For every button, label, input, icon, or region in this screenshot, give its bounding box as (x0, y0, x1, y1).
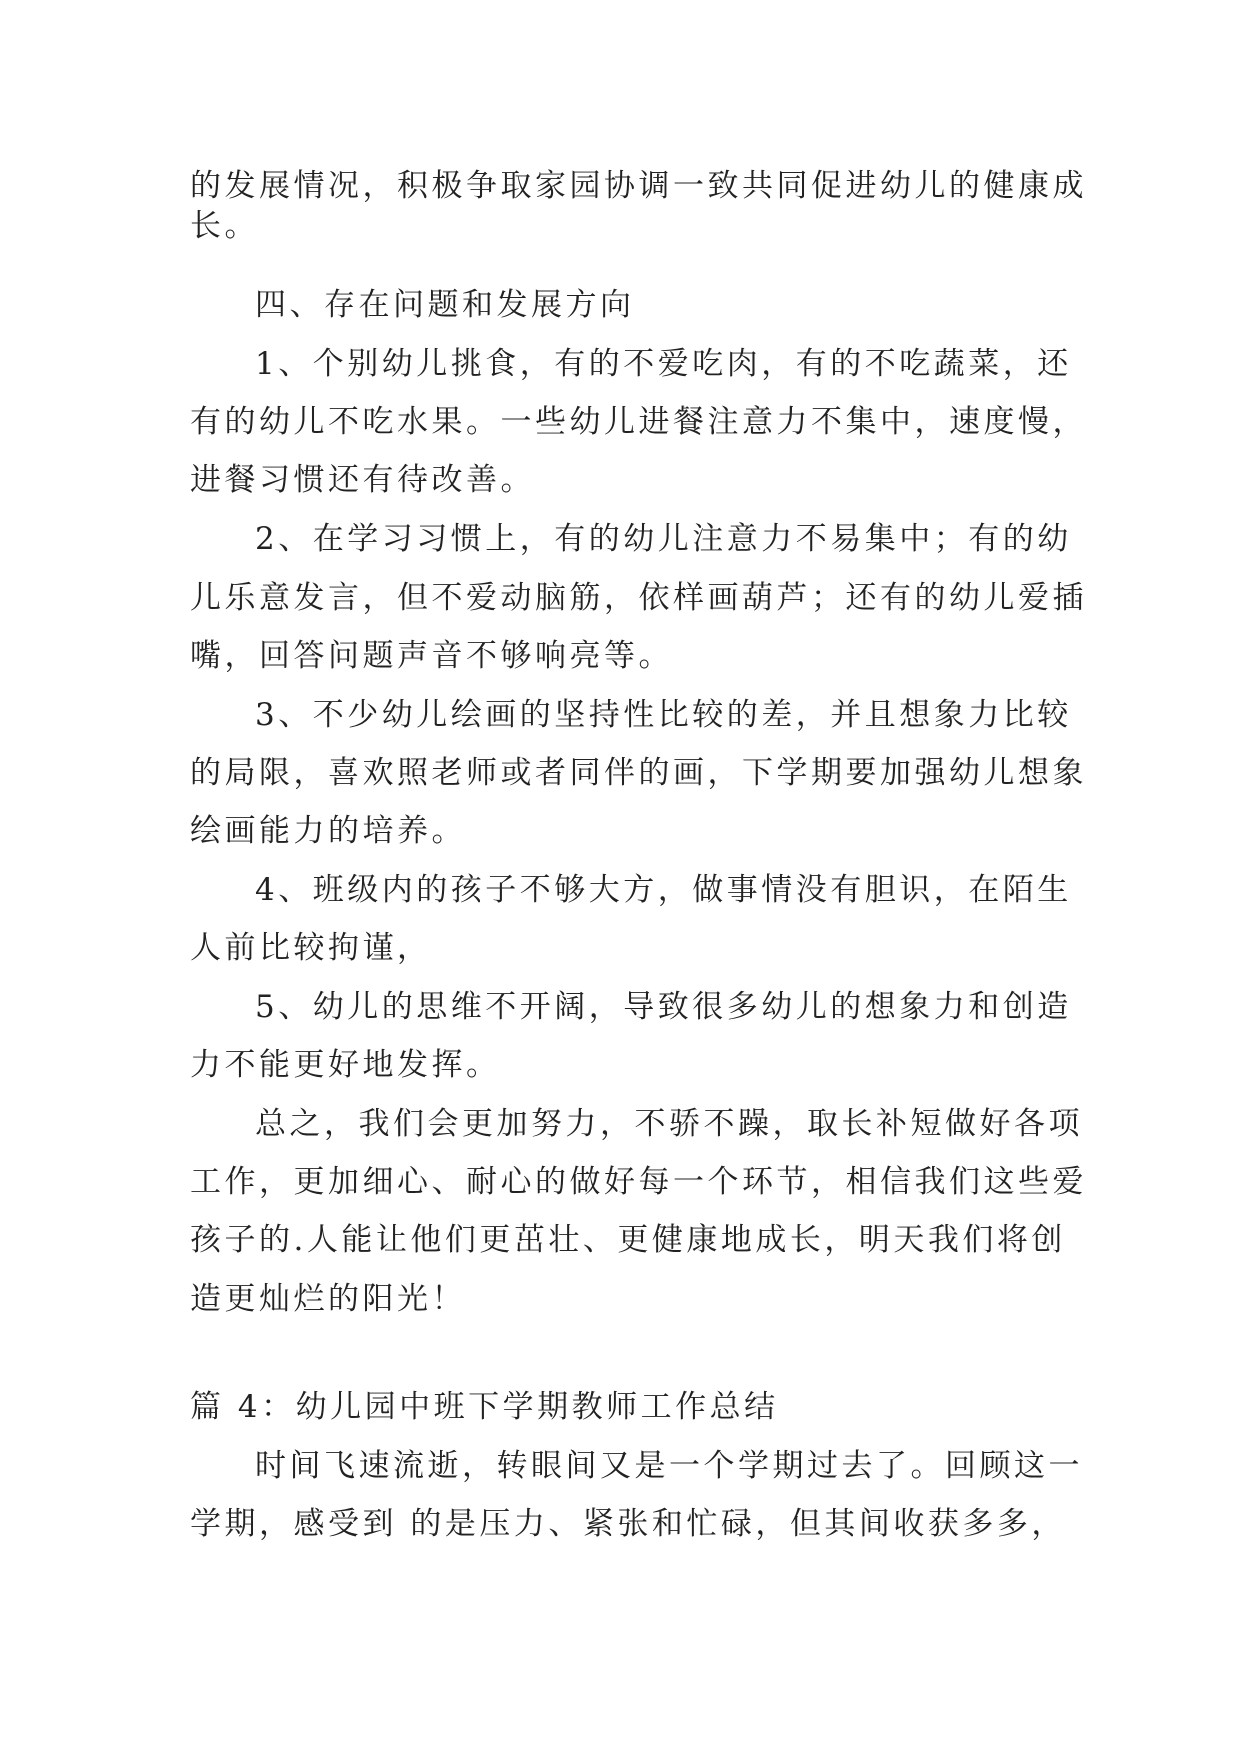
paragraph-line: 2、在学习习惯上，有的幼儿注意力不易集中；有的幼 (255, 521, 1072, 557)
paragraph-line: 时间飞速流逝，转眼间又是一个学期过去了。回顾这一 (255, 1448, 1083, 1484)
paragraph-line: 力不能更好地发挥。 (190, 1047, 501, 1083)
paragraph-line: 绘画能力的培养。 (190, 813, 466, 849)
paragraph-line: 有的幼儿不吃水果。一些幼儿进餐注意力不集中，速度慢， (190, 404, 1087, 440)
paragraph-line: 学期，感受到 的是压力、紧张和忙碌，但其间收获多多， (190, 1506, 1066, 1542)
article-heading: 篇 4：幼儿园中班下学期教师工作总结 (190, 1389, 779, 1425)
paragraph-line: 工作，更加细心、耐心的做好每一个环节，相信我们这些爱 (190, 1164, 1087, 1200)
paragraph-line: 人前比较拘谨， (190, 930, 432, 966)
paragraph-line: 4、班级内的孩子不够大方，做事情没有胆识，在陌生 (255, 872, 1072, 908)
paragraph-line: 造更灿烂的阳光！ (190, 1281, 466, 1317)
section-heading: 四、存在问题和发展方向 (255, 287, 635, 323)
paragraph-line: 儿乐意发言，但不爱动脑筋，依样画葫芦；还有的幼儿爱插 (190, 580, 1087, 616)
paragraph-line: 长。 (190, 208, 259, 244)
paragraph-line: 进餐习惯还有待改善。 (190, 462, 535, 498)
paragraph-line: 的局限，喜欢照老师或者同伴的画，下学期要加强幼儿想象 (190, 755, 1087, 791)
paragraph-line: 孩子的.人能让他们更茁壮、更健康地成长，明天我们将创 (190, 1222, 1066, 1258)
paragraph-line: 1、个别幼儿挑食，有的不爱吃肉，有的不吃蔬菜，还 (255, 346, 1072, 382)
paragraph-line: 5、幼儿的思维不开阔，导致很多幼儿的想象力和创造 (255, 989, 1072, 1025)
paragraph-line: 总之，我们会更加努力，不骄不躁，取长补短做好各项 (255, 1106, 1083, 1142)
paragraph-line: 3、不少幼儿绘画的坚持性比较的差，并且想象力比较 (255, 697, 1072, 733)
paragraph-line: 的发展情况，积极争取家园协调一致共同促进幼儿的健康成 (190, 168, 1087, 204)
paragraph-line: 嘴，回答问题声音不够响亮等。 (190, 638, 673, 674)
